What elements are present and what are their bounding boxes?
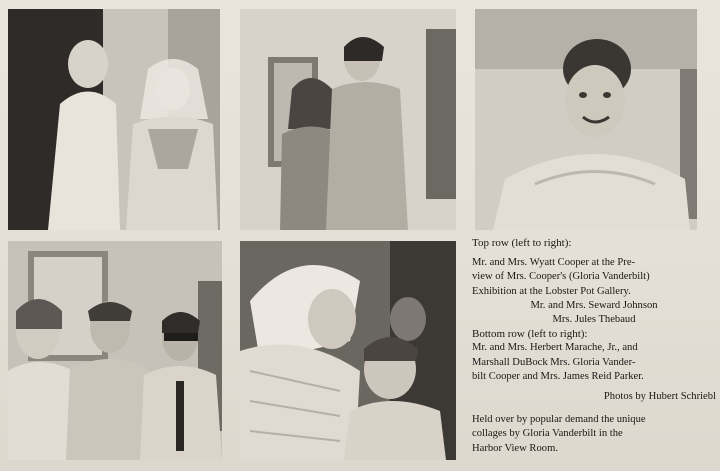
photo-top-middle bbox=[240, 9, 456, 230]
bottom-row-line-1: Mr. and Mrs. Herbert Marache, Jr., and bbox=[472, 342, 638, 354]
held-over-line-2: collages by Gloria Vanderbilt in the bbox=[472, 428, 623, 440]
caption-block bbox=[472, 236, 716, 456]
top-row-line-3: Exhibition at the Lobster Pot Gallery. bbox=[472, 285, 631, 297]
photo-credit: Photos by Hubert Schriebl bbox=[603, 391, 716, 403]
photo-top-left bbox=[8, 9, 220, 230]
top-row-heading: Top row (left to right): bbox=[472, 237, 572, 249]
bottom-row-line-2: Marshall DuBock Mrs. Gloria Vander- bbox=[472, 356, 636, 368]
photo-headscarf-woman-icon bbox=[240, 241, 456, 460]
held-over-line-3: Harbor View Room. bbox=[472, 442, 558, 454]
top-row-line-1: Mr. and Mrs. Wyatt Cooper at the Pre- bbox=[472, 257, 636, 269]
top-row-line-2: view of Mrs. Cooper's (Gloria Vanderbilt) bbox=[472, 271, 650, 283]
photo-three-people-icon bbox=[8, 241, 222, 460]
bottom-row-line-3: bilt Cooper and Mrs. James Reid Parker. bbox=[472, 370, 644, 382]
top-row-line-5: Mrs. Jules Thebaud bbox=[552, 314, 636, 326]
photo-couple-icon bbox=[8, 9, 220, 230]
held-over-line-1: Held over by popular demand the unique bbox=[472, 414, 646, 426]
bottom-row-heading: Bottom row (left to right): bbox=[472, 328, 588, 341]
top-row-line-4: Mr. and Mrs. Seward Johnson bbox=[530, 299, 658, 311]
photo-top-right bbox=[475, 9, 697, 230]
photo-gallery-couple-icon bbox=[240, 9, 456, 230]
photo-bottom-left bbox=[8, 241, 222, 460]
photo-smiling-woman-icon bbox=[475, 9, 697, 230]
photo-bottom-middle bbox=[240, 241, 456, 460]
